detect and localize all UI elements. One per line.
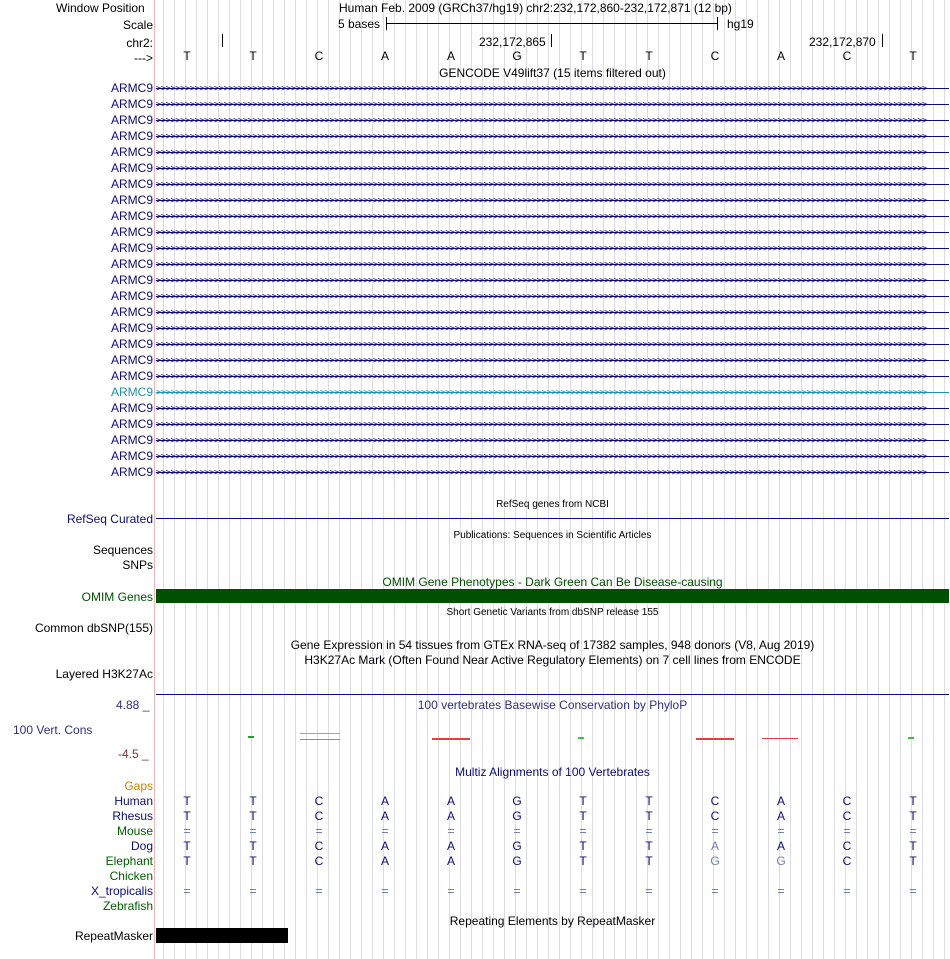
- alignment-base: A: [380, 794, 389, 808]
- alignment-base: =: [843, 824, 851, 838]
- strand-arrows: >>>>>>>>>>>>>>>>>>>>>>>>>>>>>>>>>>>>>>>>>>>>>>>>>>>>>>>>>>>>>>>>>>>>>>>>>>>>>>>>>>>>>>>>>>>>>>>>>>>>>>>>>>>>>>>>>>>>>>>>>>>>>>>>>>>>>>>>>>>>>>>>>>>>>>>>>>>>>>>>: [156, 180, 927, 190]
- strand-arrows: >>>>>>>>>>>>>>>>>>>>>>>>>>>>>>>>>>>>>>>>>>>>>>>>>>>>>>>>>>>>>>>>>>>>>>>>>>>>>>>>>>>>>>>>>>>>>>>>>>>>>>>>>>>>>>>>>>>>>>>>>>>>>>>>>>>>>>>>>>>>>>>>>>>>>>>>>>>>>>>>: [156, 356, 927, 366]
- refseq-gene-line[interactable]: [156, 518, 949, 519]
- species-label[interactable]: Zebrafish: [102, 899, 153, 913]
- alignment-base: =: [777, 884, 785, 898]
- alignment-base: A: [380, 809, 389, 823]
- base-letter: A: [446, 49, 455, 63]
- gencode-transcript-label[interactable]: ARMC9: [110, 273, 153, 287]
- gencode-transcript-label[interactable]: ARMC9: [110, 305, 153, 319]
- base-letter: T: [909, 49, 917, 63]
- scale-bar: [386, 23, 718, 24]
- alignment-base: T: [579, 839, 587, 853]
- alignment-base: =: [843, 884, 851, 898]
- alignment-base: A: [776, 809, 785, 823]
- scale-text: 5 bases: [338, 17, 381, 31]
- omim-feature-bar[interactable]: [156, 589, 949, 603]
- gencode-transcript-label[interactable]: ARMC9: [110, 401, 153, 415]
- alignment-base: =: [381, 884, 389, 898]
- alignment-base: G: [710, 854, 720, 868]
- gencode-transcript-label[interactable]: ARMC9: [110, 449, 153, 463]
- scale-bar-right-tick: [717, 17, 718, 30]
- h3k27ac-label[interactable]: Layered H3K27Ac: [55, 667, 153, 681]
- gtex-track-title[interactable]: Gene Expression in 54 tissues from GTEx RNA-seq of 17382 samples, 948 donors (V8, Aug 2019): [290, 638, 815, 652]
- alignment-base: A: [446, 794, 455, 808]
- alignment-base: T: [183, 794, 191, 808]
- alignment-base: C: [842, 809, 852, 823]
- ruler-tick: [551, 34, 552, 47]
- repeatmasker-label[interactable]: RepeatMasker: [74, 929, 153, 943]
- alignment-base: =: [711, 824, 719, 838]
- gencode-transcript-label[interactable]: ARMC9: [110, 465, 153, 479]
- refseq-track-title[interactable]: RefSeq genes from NCBI: [496, 499, 609, 510]
- alignment-base: A: [710, 839, 719, 853]
- strand-arrows: >>>>>>>>>>>>>>>>>>>>>>>>>>>>>>>>>>>>>>>>>>>>>>>>>>>>>>>>>>>>>>>>>>>>>>>>>>>>>>>>>>>>>>>>>>>>>>>>>>>>>>>>>>>>>>>>>>>>>>>>>>>>>>>>>>>>>>>>>>>>>>>>>>>>>>>>>>>>>>>>: [156, 116, 927, 126]
- alignment-base: C: [314, 854, 324, 868]
- gaps-label[interactable]: Gaps: [124, 779, 153, 793]
- species-label[interactable]: Mouse: [116, 824, 153, 838]
- alignment-base: =: [315, 884, 323, 898]
- alignment-base: T: [183, 809, 191, 823]
- dbsnp-track-title[interactable]: Short Genetic Variants from dbSNP release 155: [446, 607, 659, 618]
- refseq-label[interactable]: RefSeq Curated: [66, 512, 153, 526]
- species-label[interactable]: Chicken: [109, 869, 153, 883]
- alignment-base: A: [446, 809, 455, 823]
- base-letter: T: [579, 49, 587, 63]
- ruler-tick: [882, 34, 883, 47]
- strand-arrows: >>>>>>>>>>>>>>>>>>>>>>>>>>>>>>>>>>>>>>>>>>>>>>>>>>>>>>>>>>>>>>>>>>>>>>>>>>>>>>>>>>>>>>>>>>>>>>>>>>>>>>>>>>>>>>>>>>>>>>>>>>>>>>>>>>>>>>>>>>>>>>>>>>>>>>>>>>>>>>>>: [156, 388, 927, 398]
- alignment-base: T: [645, 794, 653, 808]
- repeatmasker-track-title[interactable]: Repeating Elements by RepeatMasker: [449, 914, 656, 928]
- alignment-base: =: [909, 884, 917, 898]
- alignment-base: =: [447, 824, 455, 838]
- species-label[interactable]: Rhesus: [112, 809, 153, 823]
- alignment-base: A: [776, 839, 785, 853]
- snps-label[interactable]: SNPs: [122, 558, 153, 572]
- alignment-base: =: [183, 884, 191, 898]
- strand-arrows: >>>>>>>>>>>>>>>>>>>>>>>>>>>>>>>>>>>>>>>>>>>>>>>>>>>>>>>>>>>>>>>>>>>>>>>>>>>>>>>>>>>>>>>>>>>>>>>>>>>>>>>>>>>>>>>>>>>>>>>>>>>>>>>>>>>>>>>>>>>>>>>>>>>>>>>>>>>>>>>>: [156, 212, 927, 222]
- alignment-base: C: [314, 794, 324, 808]
- strand-arrows: >>>>>>>>>>>>>>>>>>>>>>>>>>>>>>>>>>>>>>>>>>>>>>>>>>>>>>>>>>>>>>>>>>>>>>>>>>>>>>>>>>>>>>>>>>>>>>>>>>>>>>>>>>>>>>>>>>>>>>>>>>>>>>>>>>>>>>>>>>>>>>>>>>>>>>>>>>>>>>>>: [156, 420, 927, 430]
- base-letter: C: [710, 49, 720, 63]
- strand-arrows: >>>>>>>>>>>>>>>>>>>>>>>>>>>>>>>>>>>>>>>>>>>>>>>>>>>>>>>>>>>>>>>>>>>>>>>>>>>>>>>>>>>>>>>>>>>>>>>>>>>>>>>>>>>>>>>>>>>>>>>>>>>>>>>>>>>>>>>>>>>>>>>>>>>>>>>>>>>>>>>>: [156, 276, 927, 286]
- dbsnp-label[interactable]: Common dbSNP(155): [34, 621, 153, 635]
- gencode-transcript-label[interactable]: ARMC9: [110, 129, 153, 143]
- base-letter: T: [183, 49, 191, 63]
- gencode-transcript-label[interactable]: ARMC9: [110, 113, 153, 127]
- gencode-transcript-label[interactable]: ARMC9: [110, 209, 153, 223]
- phylop-bar: [908, 737, 914, 739]
- alignment-base: =: [711, 884, 719, 898]
- alignment-base: T: [249, 794, 257, 808]
- alignment-base: A: [776, 794, 785, 808]
- repeatmasker-feature[interactable]: [156, 928, 288, 943]
- alignment-base: T: [579, 794, 587, 808]
- alignment-base: T: [249, 854, 257, 868]
- alignment-base: =: [249, 884, 257, 898]
- alignment-base: G: [512, 839, 522, 853]
- base-letter: G: [512, 49, 522, 63]
- alignment-base: G: [776, 854, 786, 868]
- alignment-base: T: [183, 839, 191, 853]
- gencode-transcript-label[interactable]: ARMC9: [110, 81, 153, 95]
- alignment-base: =: [579, 884, 587, 898]
- alignment-base: A: [380, 854, 389, 868]
- base-letter: C: [314, 49, 324, 63]
- omim-label[interactable]: OMIM Genes: [81, 590, 153, 604]
- alignment-base: C: [314, 839, 324, 853]
- phylop-bar: [762, 738, 798, 739]
- alignment-base: =: [645, 824, 653, 838]
- strand-arrows: >>>>>>>>>>>>>>>>>>>>>>>>>>>>>>>>>>>>>>>>>>>>>>>>>>>>>>>>>>>>>>>>>>>>>>>>>>>>>>>>>>>>>>>>>>>>>>>>>>>>>>>>>>>>>>>>>>>>>>>>>>>>>>>>>>>>>>>>>>>>>>>>>>>>>>>>>>>>>>>>: [156, 292, 927, 302]
- alignment-base: G: [512, 809, 522, 823]
- phylop-label[interactable]: 100 Vert. Cons: [13, 723, 93, 737]
- alignment-base: =: [909, 824, 917, 838]
- h3k27ac-baseline: [156, 694, 949, 695]
- phylop-track-title[interactable]: 100 vertebrates Basewise Conservation by PhyloP: [417, 698, 688, 712]
- gencode-transcript-label[interactable]: ARMC9: [110, 225, 153, 239]
- strand-arrows: >>>>>>>>>>>>>>>>>>>>>>>>>>>>>>>>>>>>>>>>>>>>>>>>>>>>>>>>>>>>>>>>>>>>>>>>>>>>>>>>>>>>>>>>>>>>>>>>>>>>>>>>>>>>>>>>>>>>>>>>>>>>>>>>>>>>>>>>>>>>>>>>>>>>>>>>>>>>>>>>: [156, 244, 927, 254]
- strand-arrows: >>>>>>>>>>>>>>>>>>>>>>>>>>>>>>>>>>>>>>>>>>>>>>>>>>>>>>>>>>>>>>>>>>>>>>>>>>>>>>>>>>>>>>>>>>>>>>>>>>>>>>>>>>>>>>>>>>>>>>>>>>>>>>>>>>>>>>>>>>>>>>>>>>>>>>>>>>>>>>>>: [156, 452, 927, 462]
- alignment-base: T: [645, 839, 653, 853]
- species-label[interactable]: X_tropicalis: [90, 884, 153, 898]
- gencode-transcript-label[interactable]: ARMC9: [110, 257, 153, 271]
- phylop-max-label: 4.88 _: [116, 698, 150, 712]
- h3k27ac-track-title[interactable]: H3K27Ac Mark (Often Found Near Active Regulatory Elements) on 7 cell lines from ENCODE: [304, 653, 801, 667]
- gencode-transcript-label[interactable]: ARMC9: [110, 353, 153, 367]
- strand-arrows: >>>>>>>>>>>>>>>>>>>>>>>>>>>>>>>>>>>>>>>>>>>>>>>>>>>>>>>>>>>>>>>>>>>>>>>>>>>>>>>>>>>>>>>>>>>>>>>>>>>>>>>>>>>>>>>>>>>>>>>>>>>>>>>>>>>>>>>>>>>>>>>>>>>>>>>>>>>>>>>>: [156, 100, 927, 110]
- alignment-base: T: [183, 854, 191, 868]
- alignment-base: G: [512, 854, 522, 868]
- alignment-base: C: [842, 794, 852, 808]
- window-position-label: Window Position: [56, 1, 145, 15]
- base-letter: T: [249, 49, 257, 63]
- strand-arrows: >>>>>>>>>>>>>>>>>>>>>>>>>>>>>>>>>>>>>>>>>>>>>>>>>>>>>>>>>>>>>>>>>>>>>>>>>>>>>>>>>>>>>>>>>>>>>>>>>>>>>>>>>>>>>>>>>>>>>>>>>>>>>>>>>>>>>>>>>>>>>>>>>>>>>>>>>>>>>>>>: [156, 308, 927, 318]
- gencode-transcript-label[interactable]: ARMC9: [110, 433, 153, 447]
- gencode-transcript-label[interactable]: ARMC9: [110, 193, 153, 207]
- alignment-base: T: [579, 809, 587, 823]
- strand-arrows: >>>>>>>>>>>>>>>>>>>>>>>>>>>>>>>>>>>>>>>>>>>>>>>>>>>>>>>>>>>>>>>>>>>>>>>>>>>>>>>>>>>>>>>>>>>>>>>>>>>>>>>>>>>>>>>>>>>>>>>>>>>>>>>>>>>>>>>>>>>>>>>>>>>>>>>>>>>>>>>>: [156, 196, 927, 206]
- phylop-bar: [248, 736, 254, 738]
- alignment-base: A: [446, 839, 455, 853]
- strand-arrows: >>>>>>>>>>>>>>>>>>>>>>>>>>>>>>>>>>>>>>>>>>>>>>>>>>>>>>>>>>>>>>>>>>>>>>>>>>>>>>>>>>>>>>>>>>>>>>>>>>>>>>>>>>>>>>>>>>>>>>>>>>>>>>>>>>>>>>>>>>>>>>>>>>>>>>>>>>>>>>>>: [156, 148, 927, 158]
- alignment-base: T: [645, 809, 653, 823]
- ruler-pos-2: 232,172,870: [809, 35, 876, 49]
- species-label[interactable]: Dog: [130, 839, 153, 853]
- strand-arrows: >>>>>>>>>>>>>>>>>>>>>>>>>>>>>>>>>>>>>>>>>>>>>>>>>>>>>>>>>>>>>>>>>>>>>>>>>>>>>>>>>>>>>>>>>>>>>>>>>>>>>>>>>>>>>>>>>>>>>>>>>>>>>>>>>>>>>>>>>>>>>>>>>>>>>>>>>>>>>>>>: [156, 84, 927, 94]
- window-position-text: Human Feb. 2009 (GRCh37/hg19) chr2:232,172,860-232,172,871 (12 bp): [339, 1, 732, 15]
- base-letter: A: [776, 49, 785, 63]
- strand-label: --->: [134, 51, 153, 65]
- phylop-bar: [696, 738, 734, 740]
- base-letter: T: [645, 49, 653, 63]
- species-label[interactable]: Elephant: [105, 854, 153, 868]
- alignment-base: =: [183, 824, 191, 838]
- alignment-base: =: [249, 824, 257, 838]
- strand-arrows: >>>>>>>>>>>>>>>>>>>>>>>>>>>>>>>>>>>>>>>>>>>>>>>>>>>>>>>>>>>>>>>>>>>>>>>>>>>>>>>>>>>>>>>>>>>>>>>>>>>>>>>>>>>>>>>>>>>>>>>>>>>>>>>>>>>>>>>>>>>>>>>>>>>>>>>>>>>>>>>>: [156, 436, 927, 446]
- alignment-base: =: [579, 824, 587, 838]
- strand-arrows: >>>>>>>>>>>>>>>>>>>>>>>>>>>>>>>>>>>>>>>>>>>>>>>>>>>>>>>>>>>>>>>>>>>>>>>>>>>>>>>>>>>>>>>>>>>>>>>>>>>>>>>>>>>>>>>>>>>>>>>>>>>>>>>>>>>>>>>>>>>>>>>>>>>>>>>>>>>>>>>>: [156, 164, 927, 174]
- gencode-transcript-label[interactable]: ARMC9: [110, 321, 153, 335]
- base-letter: A: [380, 49, 389, 63]
- gencode-transcript-label[interactable]: ARMC9: [110, 417, 153, 431]
- alignment-base: =: [315, 824, 323, 838]
- gencode-track-title[interactable]: GENCODE V49lift37 (15 items filtered out): [439, 66, 666, 80]
- alignment-base: G: [512, 794, 522, 808]
- alignment-base: A: [380, 839, 389, 853]
- strand-arrows: >>>>>>>>>>>>>>>>>>>>>>>>>>>>>>>>>>>>>>>>>>>>>>>>>>>>>>>>>>>>>>>>>>>>>>>>>>>>>>>>>>>>>>>>>>>>>>>>>>>>>>>>>>>>>>>>>>>>>>>>>>>>>>>>>>>>>>>>>>>>>>>>>>>>>>>>>>>>>>>>: [156, 228, 927, 238]
- gencode-transcript-label[interactable]: ARMC9: [110, 241, 153, 255]
- gencode-transcript-label[interactable]: ARMC9: [110, 289, 153, 303]
- ruler-tick: [222, 34, 223, 47]
- alignment-base: C: [842, 839, 852, 853]
- alignment-base: T: [645, 854, 653, 868]
- species-label[interactable]: Human: [114, 794, 153, 808]
- ruler-pos-1: 232,172,865: [479, 35, 546, 49]
- gencode-transcript-label[interactable]: ARMC9: [110, 145, 153, 159]
- alignment-base: =: [513, 824, 521, 838]
- alignment-base: C: [710, 794, 720, 808]
- gencode-transcript-label[interactable]: ARMC9: [110, 97, 153, 111]
- phylop-bar: [578, 737, 584, 739]
- alignment-base: T: [249, 809, 257, 823]
- phylop-bar: [432, 738, 470, 740]
- strand-arrows: >>>>>>>>>>>>>>>>>>>>>>>>>>>>>>>>>>>>>>>>>>>>>>>>>>>>>>>>>>>>>>>>>>>>>>>>>>>>>>>>>>>>>>>>>>>>>>>>>>>>>>>>>>>>>>>>>>>>>>>>>>>>>>>>>>>>>>>>>>>>>>>>>>>>>>>>>>>>>>>>: [156, 260, 927, 270]
- gencode-transcript-label[interactable]: ARMC9: [110, 177, 153, 191]
- alignment-base: T: [909, 809, 917, 823]
- scale-bar-left-tick: [386, 17, 387, 30]
- alignment-base: C: [842, 854, 852, 868]
- alignment-base: =: [381, 824, 389, 838]
- alignment-base: A: [446, 854, 455, 868]
- strand-arrows: >>>>>>>>>>>>>>>>>>>>>>>>>>>>>>>>>>>>>>>>>>>>>>>>>>>>>>>>>>>>>>>>>>>>>>>>>>>>>>>>>>>>>>>>>>>>>>>>>>>>>>>>>>>>>>>>>>>>>>>>>>>>>>>>>>>>>>>>>>>>>>>>>>>>>>>>>>>>>>>>: [156, 132, 927, 142]
- alignment-base: =: [447, 884, 455, 898]
- alignment-base: T: [909, 854, 917, 868]
- publications-track-title[interactable]: Publications: Sequences in Scientific Articles: [453, 530, 652, 541]
- alignment-base: T: [249, 839, 257, 853]
- gencode-transcript-label[interactable]: ARMC9: [110, 385, 153, 399]
- multiz-track-title[interactable]: Multiz Alignments of 100 Vertebrates: [455, 765, 650, 779]
- strand-arrows: >>>>>>>>>>>>>>>>>>>>>>>>>>>>>>>>>>>>>>>>>>>>>>>>>>>>>>>>>>>>>>>>>>>>>>>>>>>>>>>>>>>>>>>>>>>>>>>>>>>>>>>>>>>>>>>>>>>>>>>>>>>>>>>>>>>>>>>>>>>>>>>>>>>>>>>>>>>>>>>>: [156, 468, 927, 478]
- strand-arrows: >>>>>>>>>>>>>>>>>>>>>>>>>>>>>>>>>>>>>>>>>>>>>>>>>>>>>>>>>>>>>>>>>>>>>>>>>>>>>>>>>>>>>>>>>>>>>>>>>>>>>>>>>>>>>>>>>>>>>>>>>>>>>>>>>>>>>>>>>>>>>>>>>>>>>>>>>>>>>>>>: [156, 324, 927, 334]
- phylop-bar: [300, 733, 340, 740]
- gencode-transcript-label[interactable]: ARMC9: [110, 337, 153, 351]
- alignment-base: C: [710, 809, 720, 823]
- base-letter: C: [842, 49, 852, 63]
- alignment-base: C: [314, 809, 324, 823]
- alignment-base: =: [777, 824, 785, 838]
- strand-arrows: >>>>>>>>>>>>>>>>>>>>>>>>>>>>>>>>>>>>>>>>>>>>>>>>>>>>>>>>>>>>>>>>>>>>>>>>>>>>>>>>>>>>>>>>>>>>>>>>>>>>>>>>>>>>>>>>>>>>>>>>>>>>>>>>>>>>>>>>>>>>>>>>>>>>>>>>>>>>>>>>: [156, 404, 927, 414]
- alignment-base: T: [579, 854, 587, 868]
- gencode-transcript-label[interactable]: ARMC9: [110, 161, 153, 175]
- strand-arrows: >>>>>>>>>>>>>>>>>>>>>>>>>>>>>>>>>>>>>>>>>>>>>>>>>>>>>>>>>>>>>>>>>>>>>>>>>>>>>>>>>>>>>>>>>>>>>>>>>>>>>>>>>>>>>>>>>>>>>>>>>>>>>>>>>>>>>>>>>>>>>>>>>>>>>>>>>>>>>>>>: [156, 372, 927, 382]
- phylop-min-label: -4.5 _: [118, 747, 149, 761]
- alignment-base: T: [909, 794, 917, 808]
- alignment-base: =: [645, 884, 653, 898]
- omim-track-title[interactable]: OMIM Gene Phenotypes - Dark Green Can Be Disease-causing: [382, 575, 723, 589]
- gencode-transcript-label[interactable]: ARMC9: [110, 369, 153, 383]
- alignment-base: T: [909, 839, 917, 853]
- alignment-base: =: [513, 884, 521, 898]
- strand-arrows: >>>>>>>>>>>>>>>>>>>>>>>>>>>>>>>>>>>>>>>>>>>>>>>>>>>>>>>>>>>>>>>>>>>>>>>>>>>>>>>>>>>>>>>>>>>>>>>>>>>>>>>>>>>>>>>>>>>>>>>>>>>>>>>>>>>>>>>>>>>>>>>>>>>>>>>>>>>>>>>>: [156, 340, 927, 350]
- assembly-label: hg19: [727, 17, 754, 31]
- scale-label: Scale: [122, 18, 153, 32]
- chrom-label: chr2:: [126, 36, 153, 50]
- sequences-label[interactable]: Sequences: [92, 543, 153, 557]
